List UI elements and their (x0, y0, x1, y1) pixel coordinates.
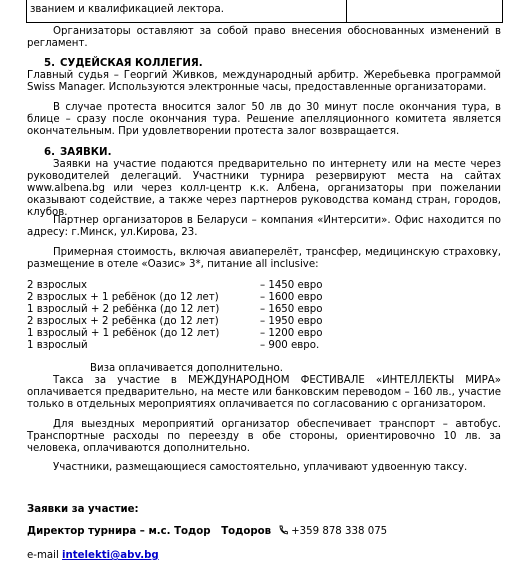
price-row (27, 316, 501, 328)
section5-paragraph-2: В случае протеста вносится залог 50 лв до 30 минут после окончания тура, в блице – сразу после окончания тура. Решение апелляционного комитета является окончательным. При удовлетворении протеста залог возвращается. (27, 102, 501, 137)
price-label: 1 взрослый + 2 ребёнка (до 12 лет) (27, 304, 220, 315)
transport-paragraph: Для выездных мероприятий организатор обеспечивает транспорт – автобус. Транспортные расходы по переезду в обе стороны, ориентировочно 10 лв. за человека, оплачиваются дополнительно. (27, 419, 501, 454)
price-value: – 1450 евро (260, 280, 323, 291)
price-value: – 1950 евро (260, 316, 323, 327)
section6-title: ЗАЯВКИ. (60, 147, 112, 158)
price-label: 2 взрослых + 2 ребёнка (до 12 лет) (27, 316, 219, 327)
price-row (27, 304, 501, 316)
director-phone: +359 878 338 075 (291, 526, 388, 537)
price-row (27, 340, 501, 352)
table-row (26, 0, 503, 23)
table-cell (27, 0, 347, 22)
price-value: – 900 евро. (260, 340, 320, 351)
phone-icon (279, 525, 288, 535)
section5-heading (44, 58, 203, 70)
section6-paragraph-3: Примерная стоимость, включая авиаперелёт, трансфер, медицинскую страховку, размещение в отеле «Оазис» 3*, питание all inclusive: (27, 247, 501, 270)
price-row (27, 328, 501, 340)
section6-paragraph-1: Заявки на участие подаются предварительно по интернету или на месте через руководителей делегаций. Участники турнира резервируют места на сайтах www.albena.bg или через колл-центр к.к. Албена, организаторы при пожелании оказывают содействие, а также через партнеров руководства команд стран, городов, клубов. (27, 159, 501, 218)
organizers-reserve-paragraph: Организаторы оставляют за собой право внесения обоснованных изменений в регламент. (27, 26, 501, 49)
price-value: – 1200 евро (260, 328, 323, 339)
section6-number: 6. (44, 147, 55, 158)
director-line (27, 525, 387, 538)
price-label: 1 взрослый (27, 340, 88, 351)
self-housed-paragraph: Участники, размещающиеся самостоятельно, уплачивают удвоенную таксу. (53, 462, 468, 473)
section5-number: 5. (44, 58, 55, 69)
section6-heading (44, 147, 111, 159)
visa-note: Виза оплачивается дополнительно. (90, 363, 284, 374)
email-label: e-mail (27, 550, 59, 561)
email-line (27, 550, 159, 562)
email-link[interactable]: intelekti@abv.bg (62, 550, 159, 561)
price-row (27, 280, 501, 292)
price-label: 2 взрослых + 1 ребёнок (до 12 лет) (27, 292, 219, 303)
section5-title: СУДЕЙСКАЯ КОЛЛЕГИЯ. (60, 58, 203, 69)
price-label: 1 взрослый + 1 ребёнок (до 12 лет) (27, 328, 220, 339)
price-label: 2 взрослых (27, 280, 88, 291)
section6-paragraph-2: Партнер организаторов в Беларуси – компания «Интерсити». Офис находится по адресу: г.Минск, ул.Кирова, 23. (27, 215, 501, 238)
price-row (27, 292, 501, 304)
participation-fee-paragraph: Такса за участие в МЕЖДУНАРОДНОМ ФЕСТИВАЛЕ «ИНТЕЛЛЕКТЫ МИРА» оплачивается предварительно, на месте или банковским переводом – 160 лв., участие только в отдельных мероприятиях оплачивается по согласованию с организатором. (27, 375, 501, 410)
price-value: – 1650 евро (260, 304, 323, 315)
price-list (27, 280, 501, 352)
table-cell-text: званием и квалификацией лектора. (30, 4, 224, 15)
price-value: – 1600 евро (260, 292, 323, 303)
director-name: Директор турнира – м.с. Тодор Тодоров (27, 526, 272, 537)
applications-heading: Заявки за участие: (27, 504, 139, 515)
section5-paragraph-1: Главный судья – Георгий Живков, международный арбитр. Жеребьевка программой Swiss Manager. Используются электронные часы, предоставленные организаторами. (27, 70, 501, 93)
